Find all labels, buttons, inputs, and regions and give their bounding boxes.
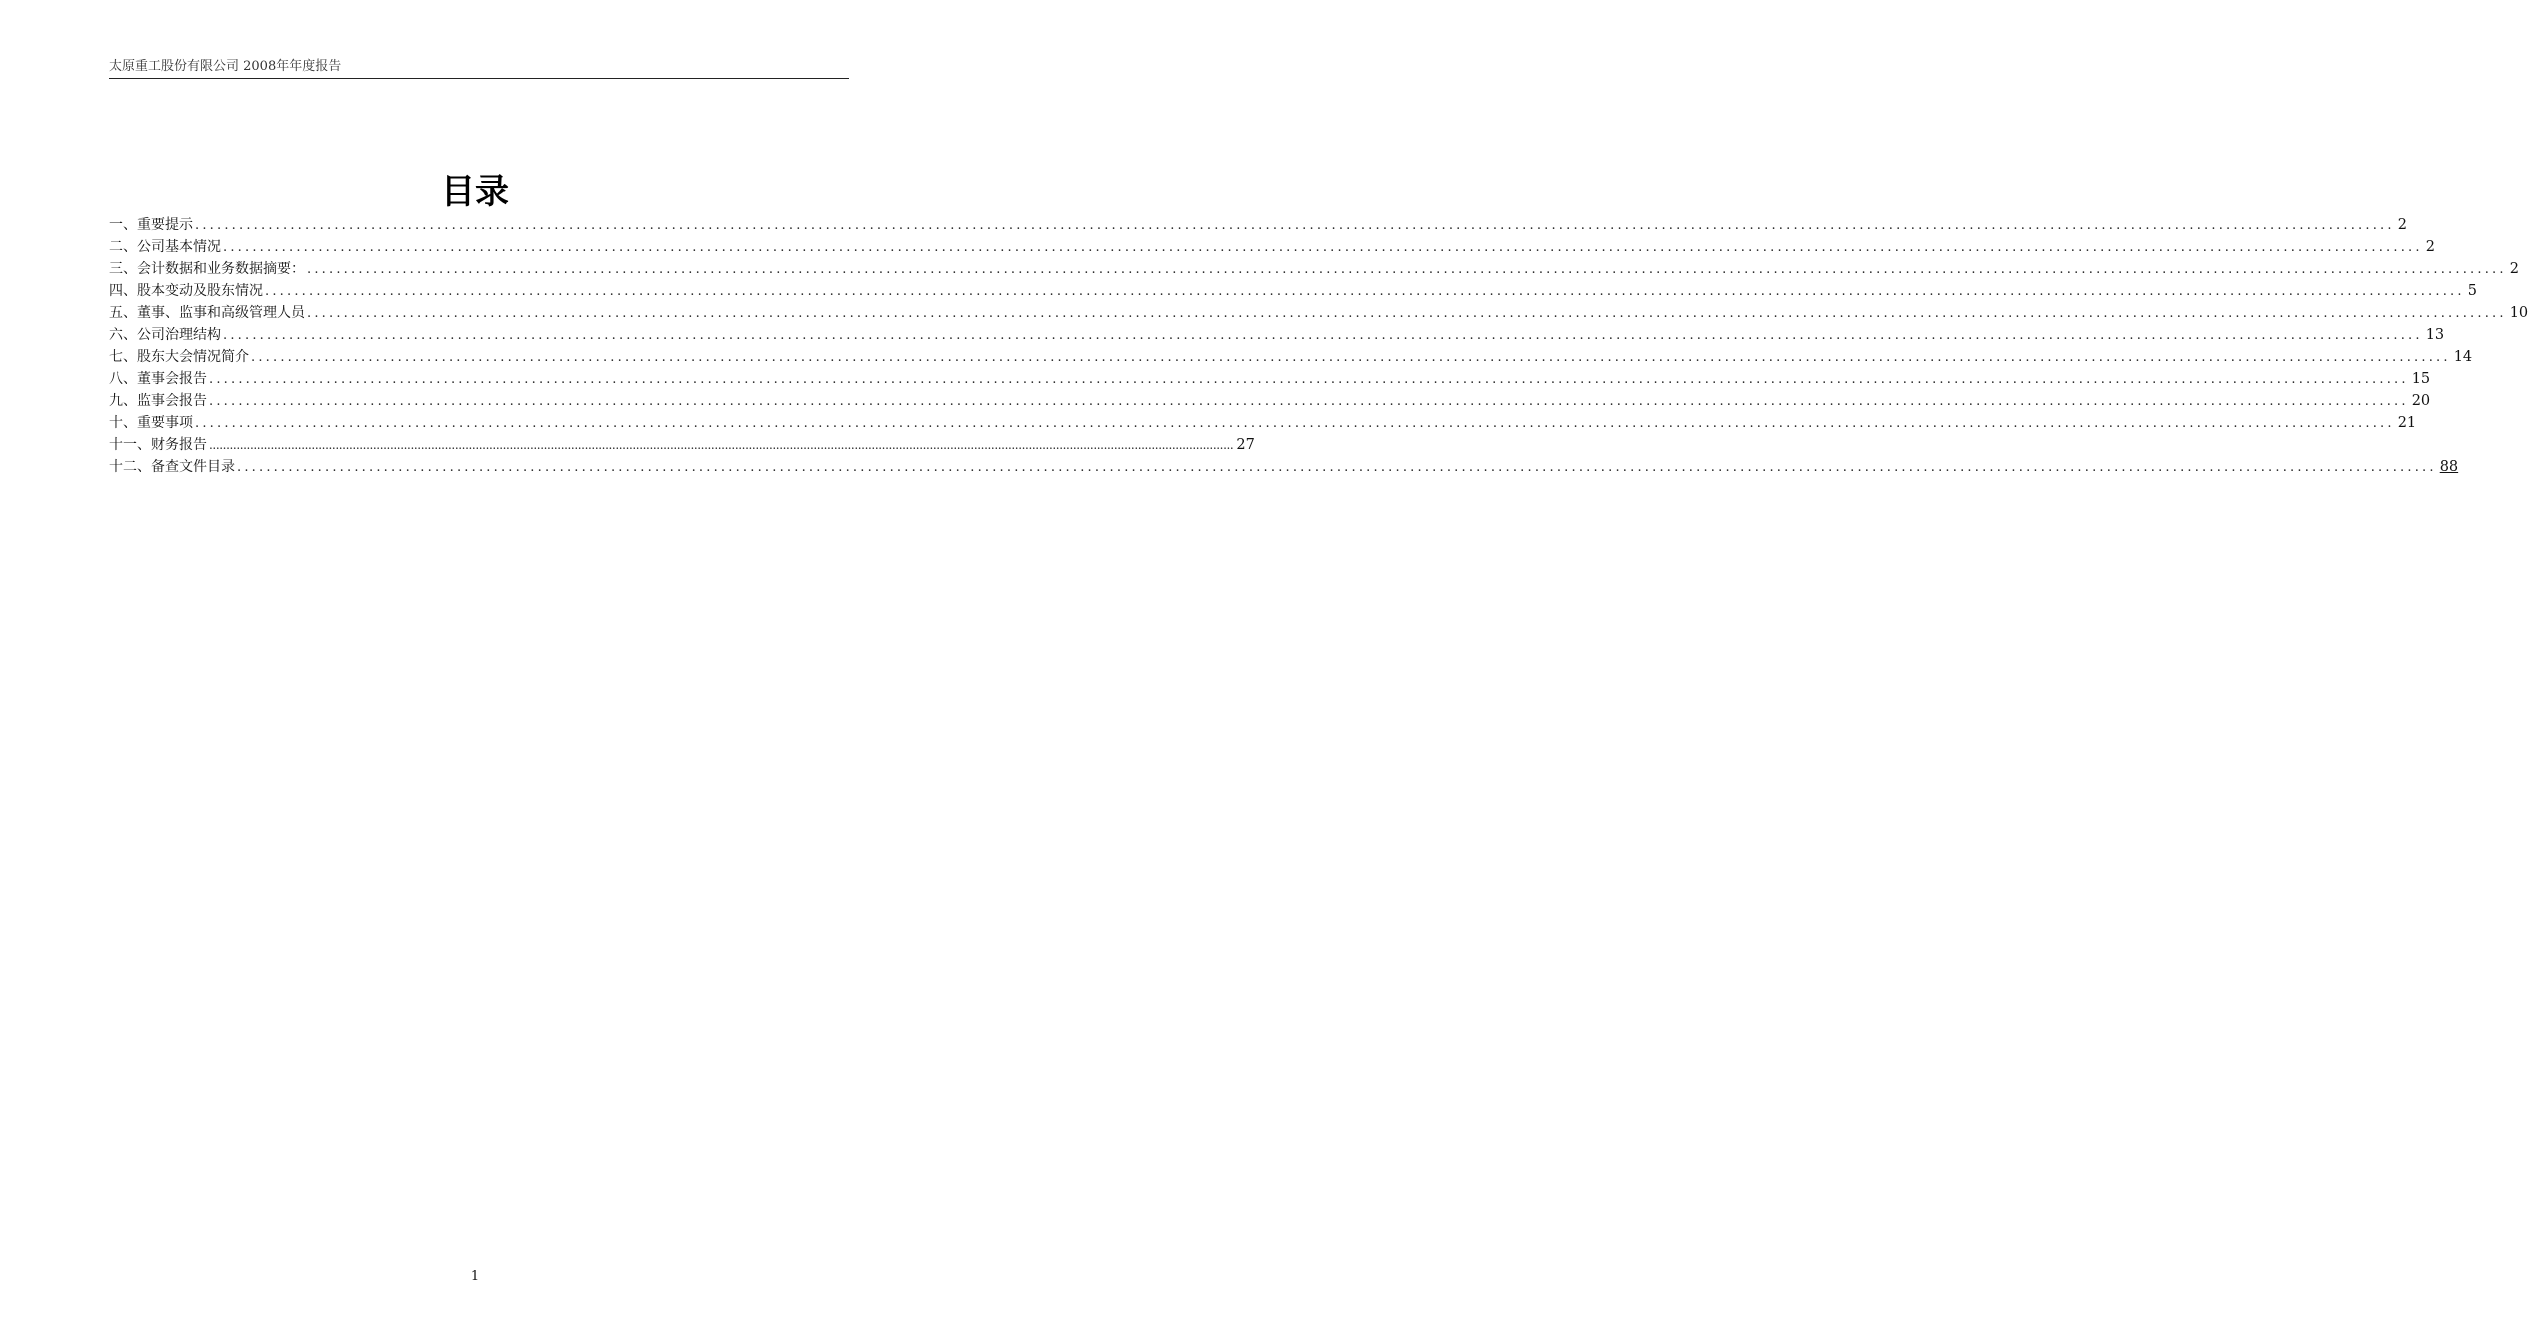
toc-dot-leader: ............................................................................................................................................................................................................................................................................................................ bbox=[209, 438, 1234, 452]
toc-dot-leader: ............................................................................................................................................................................................................................................................................................................ bbox=[265, 284, 2465, 299]
toc-entry-label: 五、董事、监事和高级管理人员 bbox=[109, 305, 305, 321]
toc-entry-label: 二、公司基本情况 bbox=[109, 239, 221, 255]
page-number: 1 bbox=[470, 1269, 480, 1284]
toc-entry-financial-report[interactable] bbox=[109, 434, 1255, 456]
toc-entry-page: 14 bbox=[2453, 349, 2473, 365]
toc-entry-page: 27 bbox=[1236, 437, 1255, 453]
toc-dot-leader: ............................................................................................................................................................................................................................................................................................................ bbox=[307, 262, 2507, 277]
toc-entry-company-profile[interactable] bbox=[109, 236, 2435, 258]
toc-dot-leader: ............................................................................................................................................................................................................................................................................................................ bbox=[209, 394, 2409, 409]
toc-dot-leader: ............................................................................................................................................................................................................................................................................................................ bbox=[195, 218, 2395, 233]
toc-entry-share-capital[interactable] bbox=[109, 280, 2477, 302]
toc-entry-supervisory-report[interactable] bbox=[109, 390, 2431, 412]
toc-entry-page: 21 bbox=[2397, 415, 2417, 431]
toc-dot-leader: ............................................................................................................................................................................................................................................................................................................ bbox=[251, 350, 2451, 365]
toc-entry-label: 十二、备查文件目录 bbox=[109, 459, 235, 475]
toc-entry-page: 10 bbox=[2509, 305, 2528, 321]
toc-entry-page: 2 bbox=[2397, 217, 2407, 233]
toc-entry-page: 13 bbox=[2425, 327, 2445, 343]
toc-entry-label: 四、股本变动及股东情况 bbox=[109, 283, 263, 299]
toc-entry-label: 七、股东大会情况简介 bbox=[109, 349, 249, 365]
toc-dot-leader: ............................................................................................................................................................................................................................................................................................................ bbox=[209, 372, 2409, 387]
toc-title: 目录 bbox=[441, 172, 509, 212]
toc-dot-leader: ............................................................................................................................................................................................................................................................................................................ bbox=[237, 460, 2437, 475]
toc-entry-significant-events[interactable] bbox=[109, 412, 2417, 434]
table-of-contents bbox=[109, 214, 2528, 478]
toc-entry-label: 六、公司治理结构 bbox=[109, 327, 221, 343]
toc-entry-label: 三、会计数据和业务数据摘要： bbox=[109, 261, 305, 277]
toc-entry-label: 八、董事会报告 bbox=[109, 371, 207, 387]
toc-entry-page: 88 bbox=[2439, 459, 2459, 475]
toc-entry-governance[interactable] bbox=[109, 324, 2445, 346]
toc-entry-important-notice[interactable] bbox=[109, 214, 2407, 236]
toc-entry-financial-summary[interactable] bbox=[109, 258, 2519, 280]
toc-entry-page: 2 bbox=[2425, 239, 2435, 255]
toc-entry-page: 20 bbox=[2411, 393, 2431, 409]
header-title: 太原重工股份有限公司 2008年年度报告 bbox=[109, 59, 342, 74]
toc-entry-page: 5 bbox=[2467, 283, 2477, 299]
toc-dot-leader: ............................................................................................................................................................................................................................................................................................................ bbox=[195, 416, 2395, 431]
toc-entry-label: 十、重要事项 bbox=[109, 415, 193, 431]
toc-entry-directors[interactable] bbox=[109, 302, 2528, 324]
toc-entry-label: 九、监事会报告 bbox=[109, 393, 207, 409]
page-header bbox=[109, 58, 849, 79]
toc-entry-shareholder-meetings[interactable] bbox=[109, 346, 2473, 368]
toc-entry-label: 十一、财务报告 bbox=[109, 437, 207, 453]
toc-entry-reference-documents[interactable] bbox=[109, 456, 2459, 478]
toc-dot-leader: ............................................................................................................................................................................................................................................................................................................ bbox=[223, 328, 2423, 343]
toc-entry-page: 2 bbox=[2509, 261, 2519, 277]
toc-entry-board-report[interactable] bbox=[109, 368, 2431, 390]
toc-dot-leader: ............................................................................................................................................................................................................................................................................................................ bbox=[223, 240, 2423, 255]
toc-entry-page: 15 bbox=[2411, 371, 2431, 387]
toc-entry-label: 一、重要提示 bbox=[109, 217, 193, 233]
toc-dot-leader: ............................................................................................................................................................................................................................................................................................................ bbox=[307, 306, 2507, 321]
